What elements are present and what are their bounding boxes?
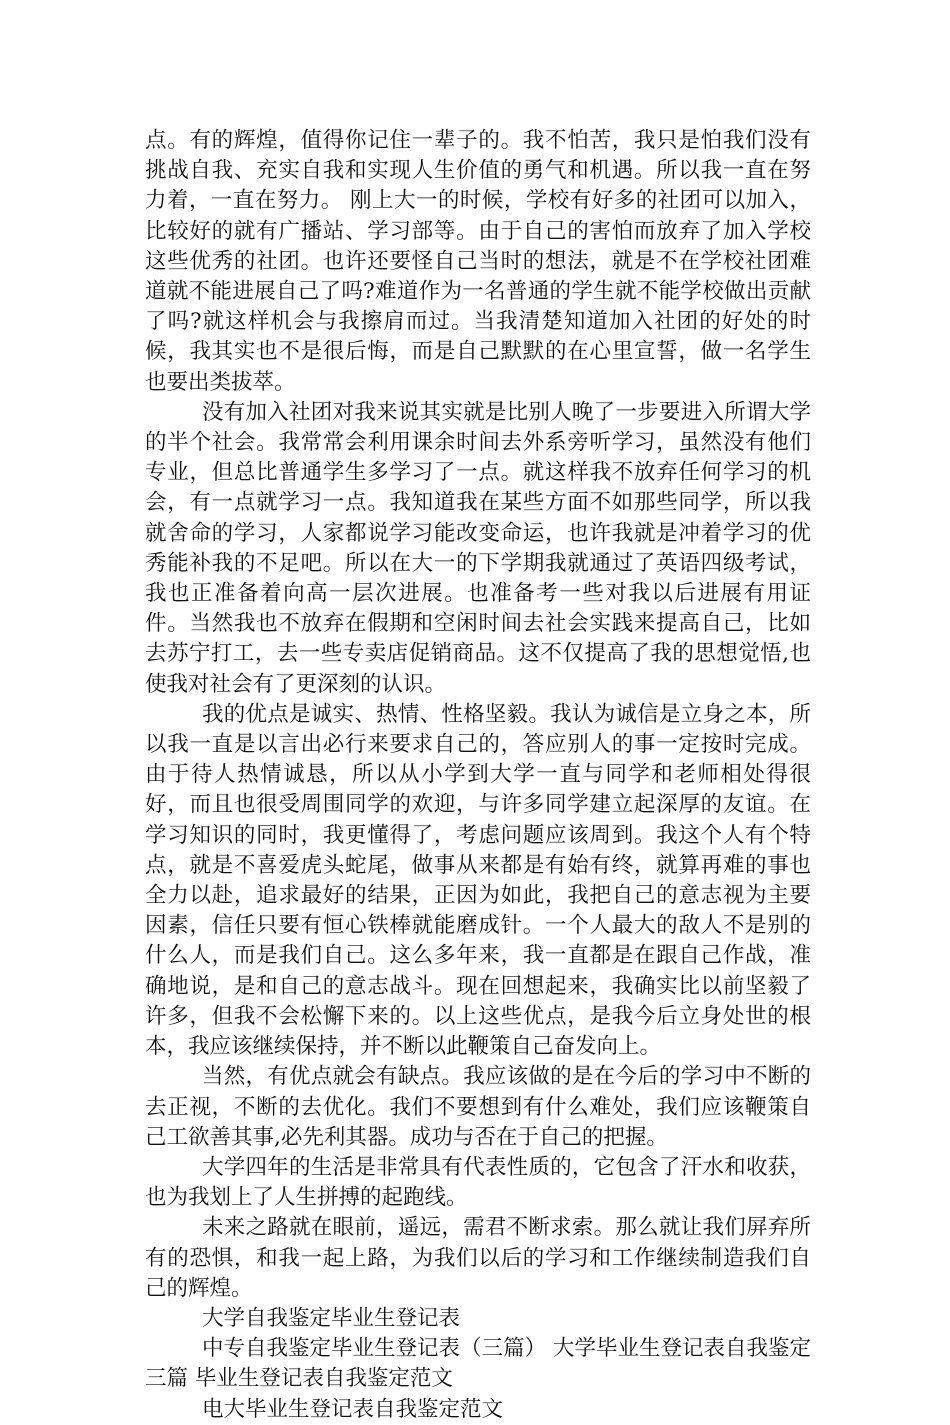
related-title-1: 大学自我鉴定毕业生登记表 [202,1305,461,1331]
paragraph-future: 未来之路就在眼前，遥远，需君不断求索。那么就让我们屏弃所有的恐惧，和我一起上路，为我们以后的学习和工作继续制造我们自己的辉煌。 [145,1215,811,1301]
paragraph-four-years: 大学四年的生活是非常具有代表性质的，它包含了汗水和收获，也为我划上了人生拼搏的起跑线。 [145,1154,811,1211]
paragraph-social-practice: 没有加入社团对我来说其实就是比别人晚了一步要进入所谓大学的半个社会。我常常会利用课余时间去外系旁听学习，虽然没有他们专业，但总比普通学生多学习了一点。就这样我不放弃任何学习的机会，有一点就学习一点。我知道我在某些方面不如那些同学，所以我就舍命的学习，人家都说学习能改变命运，也许我就是冲着学习的优秀能补我的不足吧。所以在大一的下学期我就通过了英语四级考试，我也正准备着向高一层次进展。也准备考一些对我以后进展有用证件。当然我也不放弃在假期和空闲时间去社会实践来提高自己，比如去苏宁打工，去一些专卖店促销商品。这不仅提高了我的思想觉悟,也使我对社会有了更深刻的认识。 [145,399,811,697]
related-title-3: 电大毕业生登记表自我鉴定范文 [202,1396,504,1422]
paragraph-strengths: 我的优点是诚实、热情、性格坚毅。我认为诚信是立身之本，所以我一直是以言出必行来要求自己的，答应别人的事一定按时完成。由于待人热情诚恳，所以从小学到大学一直与同学和老师相处得很好，而且也很受周围同学的欢迎，与许多同学建立起深厚的友谊。在学习知识的同时，我更懂得了，考虑问题应该周到。我这个人有个特点，就是不喜爱虎头蛇尾，做事从来都是有始有终，就算再难的事也全力以赴，追求最好的结果，正因为如此，我把自己的意志视为主要因素，信任只要有恒心铁棒就能磨成针。一个人最大的敌人不是别的什么人，而是我们自己。这么多年来，我一直都是在跟自己作战，准确地说，是和自己的意志战斗。现在回想起来，我确实比以前坚毅了许多，但我不会松懈下来的。以上这些优点，是我今后立身处世的根本，我应该继续保持，并不断以此鞭策自己奋发向上。 [145,701,811,1060]
paragraph-continuation: 点。有的辉煌，值得你记住一辈子的。我不怕苦，我只是怕我们没有挑战自我、充实自我和实现人生价值的勇气和机遇。所以我一直在努力着，一直在努力。 刚上大一的时候，学校有好多的社团可以加入，比较好的就有广播站、学习部等。由于自己的害怕而放弃了加入学校这些优秀的社团。也许还要怪自己当时的想法，就是不在学校社团难道就不能进展自己了吗?难道作为一名普通的学生就不能学校做出贡献了吗?就这样机会与我擦肩而过。当我清楚知道加入社团的好处的时候，我其实也不是很后悔，而是自己默默的在心里宣誓，做一名学生也要出类拔萃。 [145,128,811,395]
related-titles-2: 中专自我鉴定毕业生登记表（三篇） 大学毕业生登记表自我鉴定三篇 毕业生登记表自我鉴定范文 [145,1336,811,1392]
document-body [145,126,811,1425]
paragraph-weaknesses: 当然，有优点就会有缺点。我应该做的是在今后的学习中不断的去正视，不断的去优化。我们不要想到有什么难处，我们应该鞭策自己工欲善其事,必先利其器。成功与否在于自己的把握。 [145,1064,811,1150]
